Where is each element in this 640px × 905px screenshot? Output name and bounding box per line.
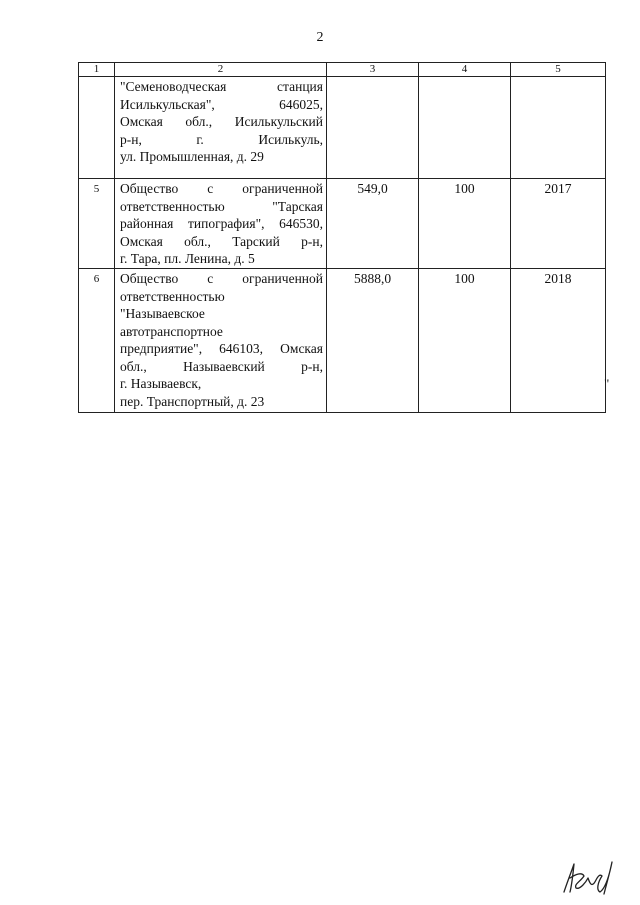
header-cell: 1 <box>79 63 115 77</box>
header-cell: 4 <box>419 63 511 77</box>
row-number <box>79 77 115 179</box>
name-line: Общество с ограниченной <box>120 181 323 196</box>
closing-quote-mark: " <box>604 376 610 391</box>
signature-image <box>560 858 620 896</box>
name-line: обл., Называевский р-н, <box>120 358 323 374</box>
row-number: 6 <box>79 269 115 413</box>
value-col5 <box>511 77 606 179</box>
table-header-row <box>79 63 606 77</box>
organization-name <box>115 77 327 179</box>
value-col3: 5888,0 <box>327 269 419 413</box>
name-line: "Называевское <box>120 306 205 321</box>
value-col5: 2018 <box>511 269 606 413</box>
value-col5: 2017 <box>511 179 606 269</box>
row-number: 5 <box>79 179 115 269</box>
name-line: "Семеноводческая станция <box>120 79 323 94</box>
name-line: р-н, г. Исилькуль, <box>120 131 323 147</box>
header-cell: 2 <box>115 63 327 77</box>
name-line: ул. Промышленная, д. 29 <box>120 149 264 164</box>
name-line: предприятие", 646103, Омская <box>120 341 323 356</box>
header-cell: 3 <box>327 63 419 77</box>
table-row <box>79 269 606 413</box>
organization-name <box>115 269 327 413</box>
name-line: г. Тара, пл. Ленина, д. 5 <box>120 251 255 266</box>
name-line: ответственностью <box>120 288 225 304</box>
value-col4 <box>419 77 511 179</box>
name-line: районная типография", 646530, <box>120 216 323 231</box>
name-line: Омская обл., Тарский р-н, <box>120 233 323 249</box>
value-col3: 549,0 <box>327 179 419 269</box>
header-cell: 5 <box>511 63 606 77</box>
table-row <box>79 77 606 179</box>
name-line: Омская обл., Исилькульский <box>120 114 323 129</box>
name-line: Исилькульская", 646025, <box>120 96 323 112</box>
organization-name <box>115 179 327 269</box>
page-number: 2 <box>316 30 324 45</box>
value-col4: 100 <box>419 179 511 269</box>
value-col4: 100 <box>419 269 511 413</box>
name-line: Общество с ограниченной <box>120 271 323 286</box>
data-table <box>78 62 606 413</box>
name-line: пер. Транспортный, д. 23 <box>120 393 265 409</box>
table-row <box>79 179 606 269</box>
name-line: автотранспортное <box>120 323 223 339</box>
value-col3 <box>327 77 419 179</box>
name-line: г. Называевск, <box>120 376 202 391</box>
name-line: ответственностью "Тарская <box>120 198 323 214</box>
